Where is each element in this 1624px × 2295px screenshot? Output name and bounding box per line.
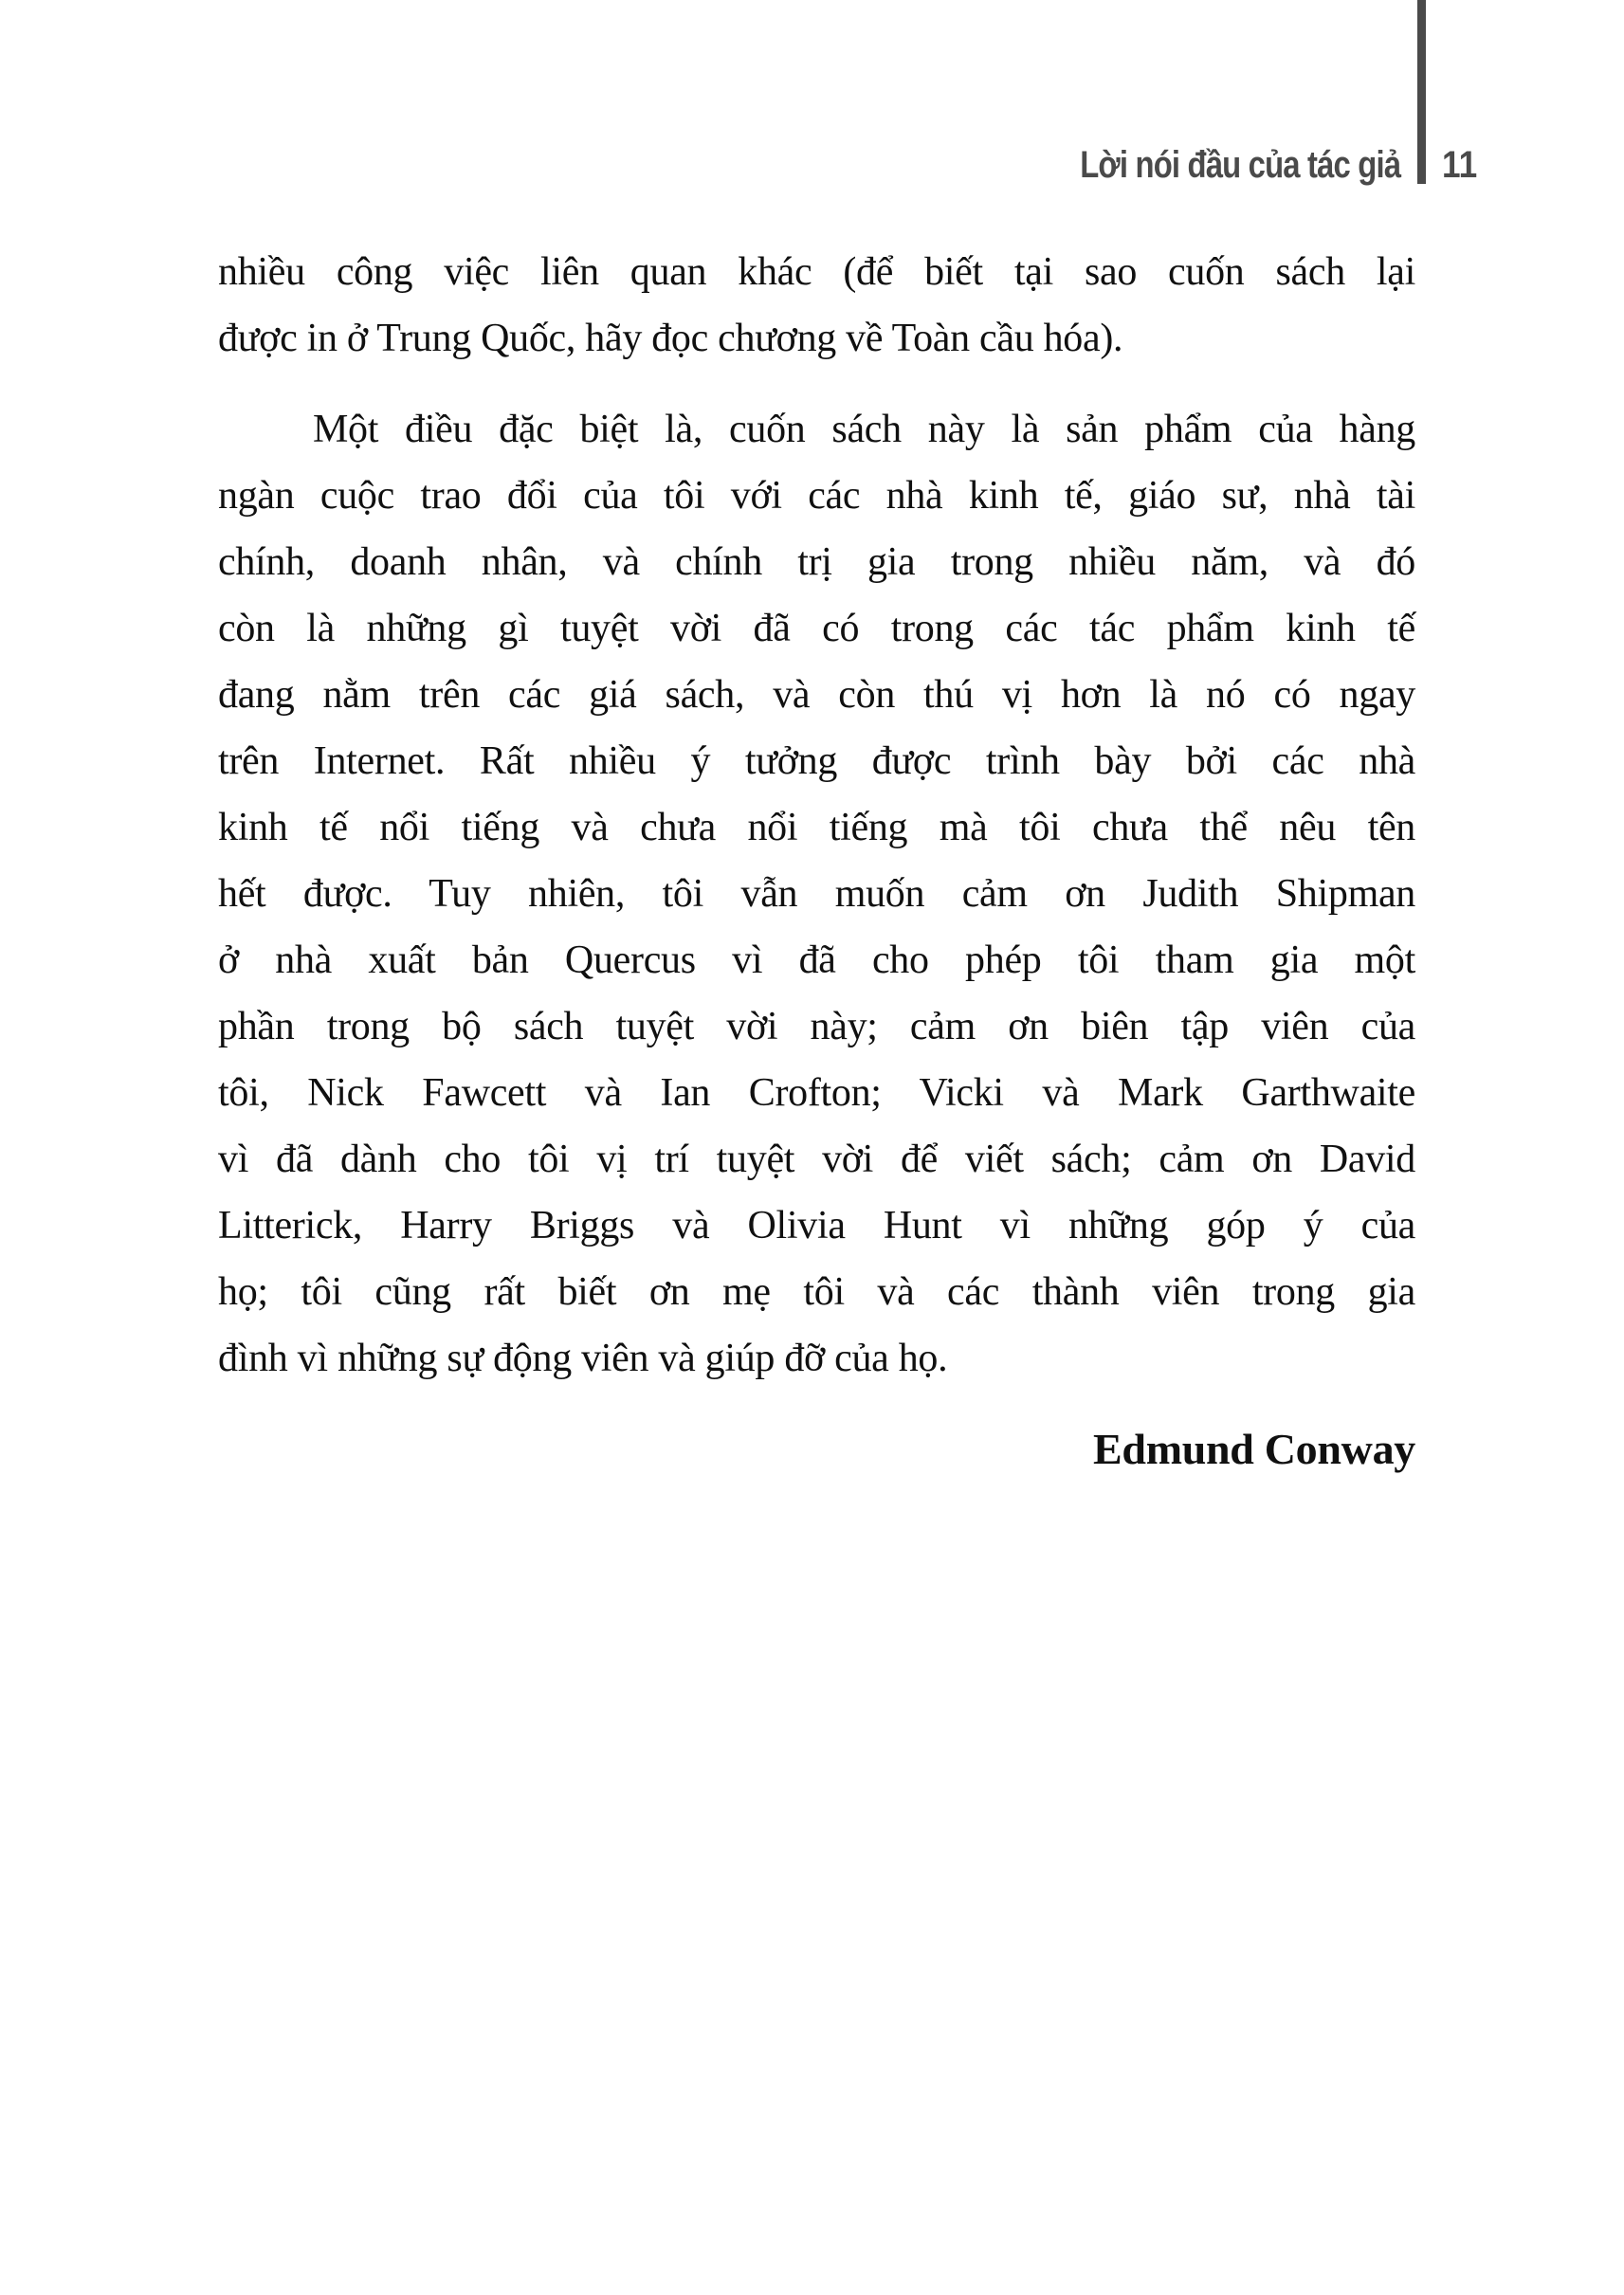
author-signature: Edmund Conway [1093,1425,1415,1473]
paragraph [218,239,1415,372]
body-line: còn là những gì tuyệt vời đã có trong các tác phẩm kinh tế [218,607,1415,650]
body-line: Một điều đặc biệt là, cuốn sách này là sản phẩm của hàng [313,408,1415,451]
body-line: hết được. Tuy nhiên, tôi vẫn muốn cảm ơn Judith Shipman [218,872,1415,916]
running-header [0,0,1624,190]
body-line: nhiều công việc liên quan khác (để biết tại sao cuốn sách lại [218,250,1415,294]
body-line: ngàn cuộc trao đổi của tôi với các nhà kinh tế, giáo sư, nhà tài [218,474,1415,518]
body-line: được in ở Trung Quốc, hãy đọc chương về Toàn cầu hóa). [218,317,1123,360]
body-line: đang nằm trên các giá sách, và còn thú vị hơn là nó có ngay [218,673,1415,717]
body-line: chính, doanh nhân, và chính trị gia trong nhiều năm, và đó [218,540,1415,584]
page-number: 11 [1442,144,1478,186]
body-line: trên Internet. Rất nhiều ý tưởng được trình bày bởi các nhà [218,739,1415,783]
body-line: kinh tế nổi tiếng và chưa nổi tiếng mà tôi chưa thể nêu tên [218,806,1415,849]
body-line: Litterick, Harry Briggs và Olivia Hunt vì những góp ý của [218,1204,1415,1248]
body-line: phần trong bộ sách tuyệt vời này; cảm ơn biên tập viên của [218,1005,1415,1048]
body-text [218,239,1415,1483]
body-line: đình vì những sự động viên và giúp đỡ của họ. [218,1337,948,1380]
paragraph [218,396,1415,1392]
header-rule [1417,0,1426,184]
header-title: Lời nói đầu của tác giả [1080,144,1400,186]
body-line: tôi, Nick Fawcett và Ian Crofton; Vicki và Mark Garthwaite [218,1071,1415,1115]
body-line: ở nhà xuất bản Quercus vì đã cho phép tôi tham gia một [218,938,1415,982]
body-line: vì đã dành cho tôi vị trí tuyệt vời để viết sách; cảm ơn David [218,1138,1415,1181]
body-line: họ; tôi cũng rất biết ơn mẹ tôi và các thành viên trong gia [218,1270,1415,1314]
